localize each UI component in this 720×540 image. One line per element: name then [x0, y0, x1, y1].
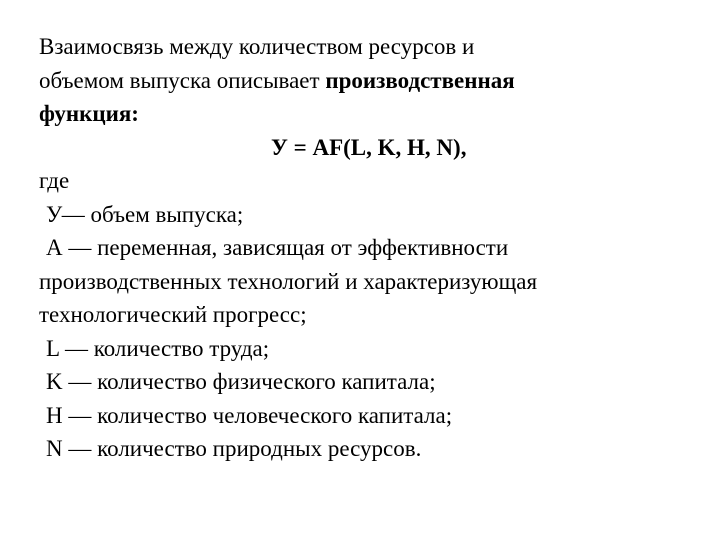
intro-line-2 [39, 64, 689, 98]
intro-term-bold: производственная [325, 67, 515, 93]
where-text: где [39, 168, 70, 193]
definition-text: А — переменная, зависящая от эффективности [46, 235, 509, 260]
definition-text: N — количество природных ресурсов. [46, 436, 422, 461]
intro-line-3 [39, 97, 689, 131]
definition-k [39, 365, 689, 399]
definition-l [39, 332, 689, 366]
intro-text-2: объемом выпуска описывает [39, 67, 326, 93]
where-line [39, 164, 689, 198]
intro-text-1: Взаимосвязь между количеством ресурсов и [39, 34, 475, 59]
definition-text: технологический прогресс; [39, 302, 307, 327]
text-block [39, 30, 689, 466]
definition-h [39, 399, 689, 433]
definition-text: У— объем выпуска; [46, 201, 244, 227]
definition-output [39, 198, 689, 232]
formula-text: У = AF(L, K, H, N), [271, 134, 467, 160]
formula [39, 131, 689, 165]
definition-a-continued [39, 265, 689, 299]
definition-a-end [39, 298, 689, 332]
definition-text: производственных технологий и характеризующая [39, 268, 538, 294]
definition-text: L — количество труда; [46, 335, 270, 361]
definition-n [39, 432, 689, 466]
definition-a [39, 231, 689, 265]
intro-term-bold-2: функция: [39, 101, 139, 126]
intro-line-1 [39, 30, 689, 64]
definition-text: H — количество человеческого капитала; [46, 402, 453, 428]
definition-text: K — количество физического капитала; [46, 369, 436, 394]
